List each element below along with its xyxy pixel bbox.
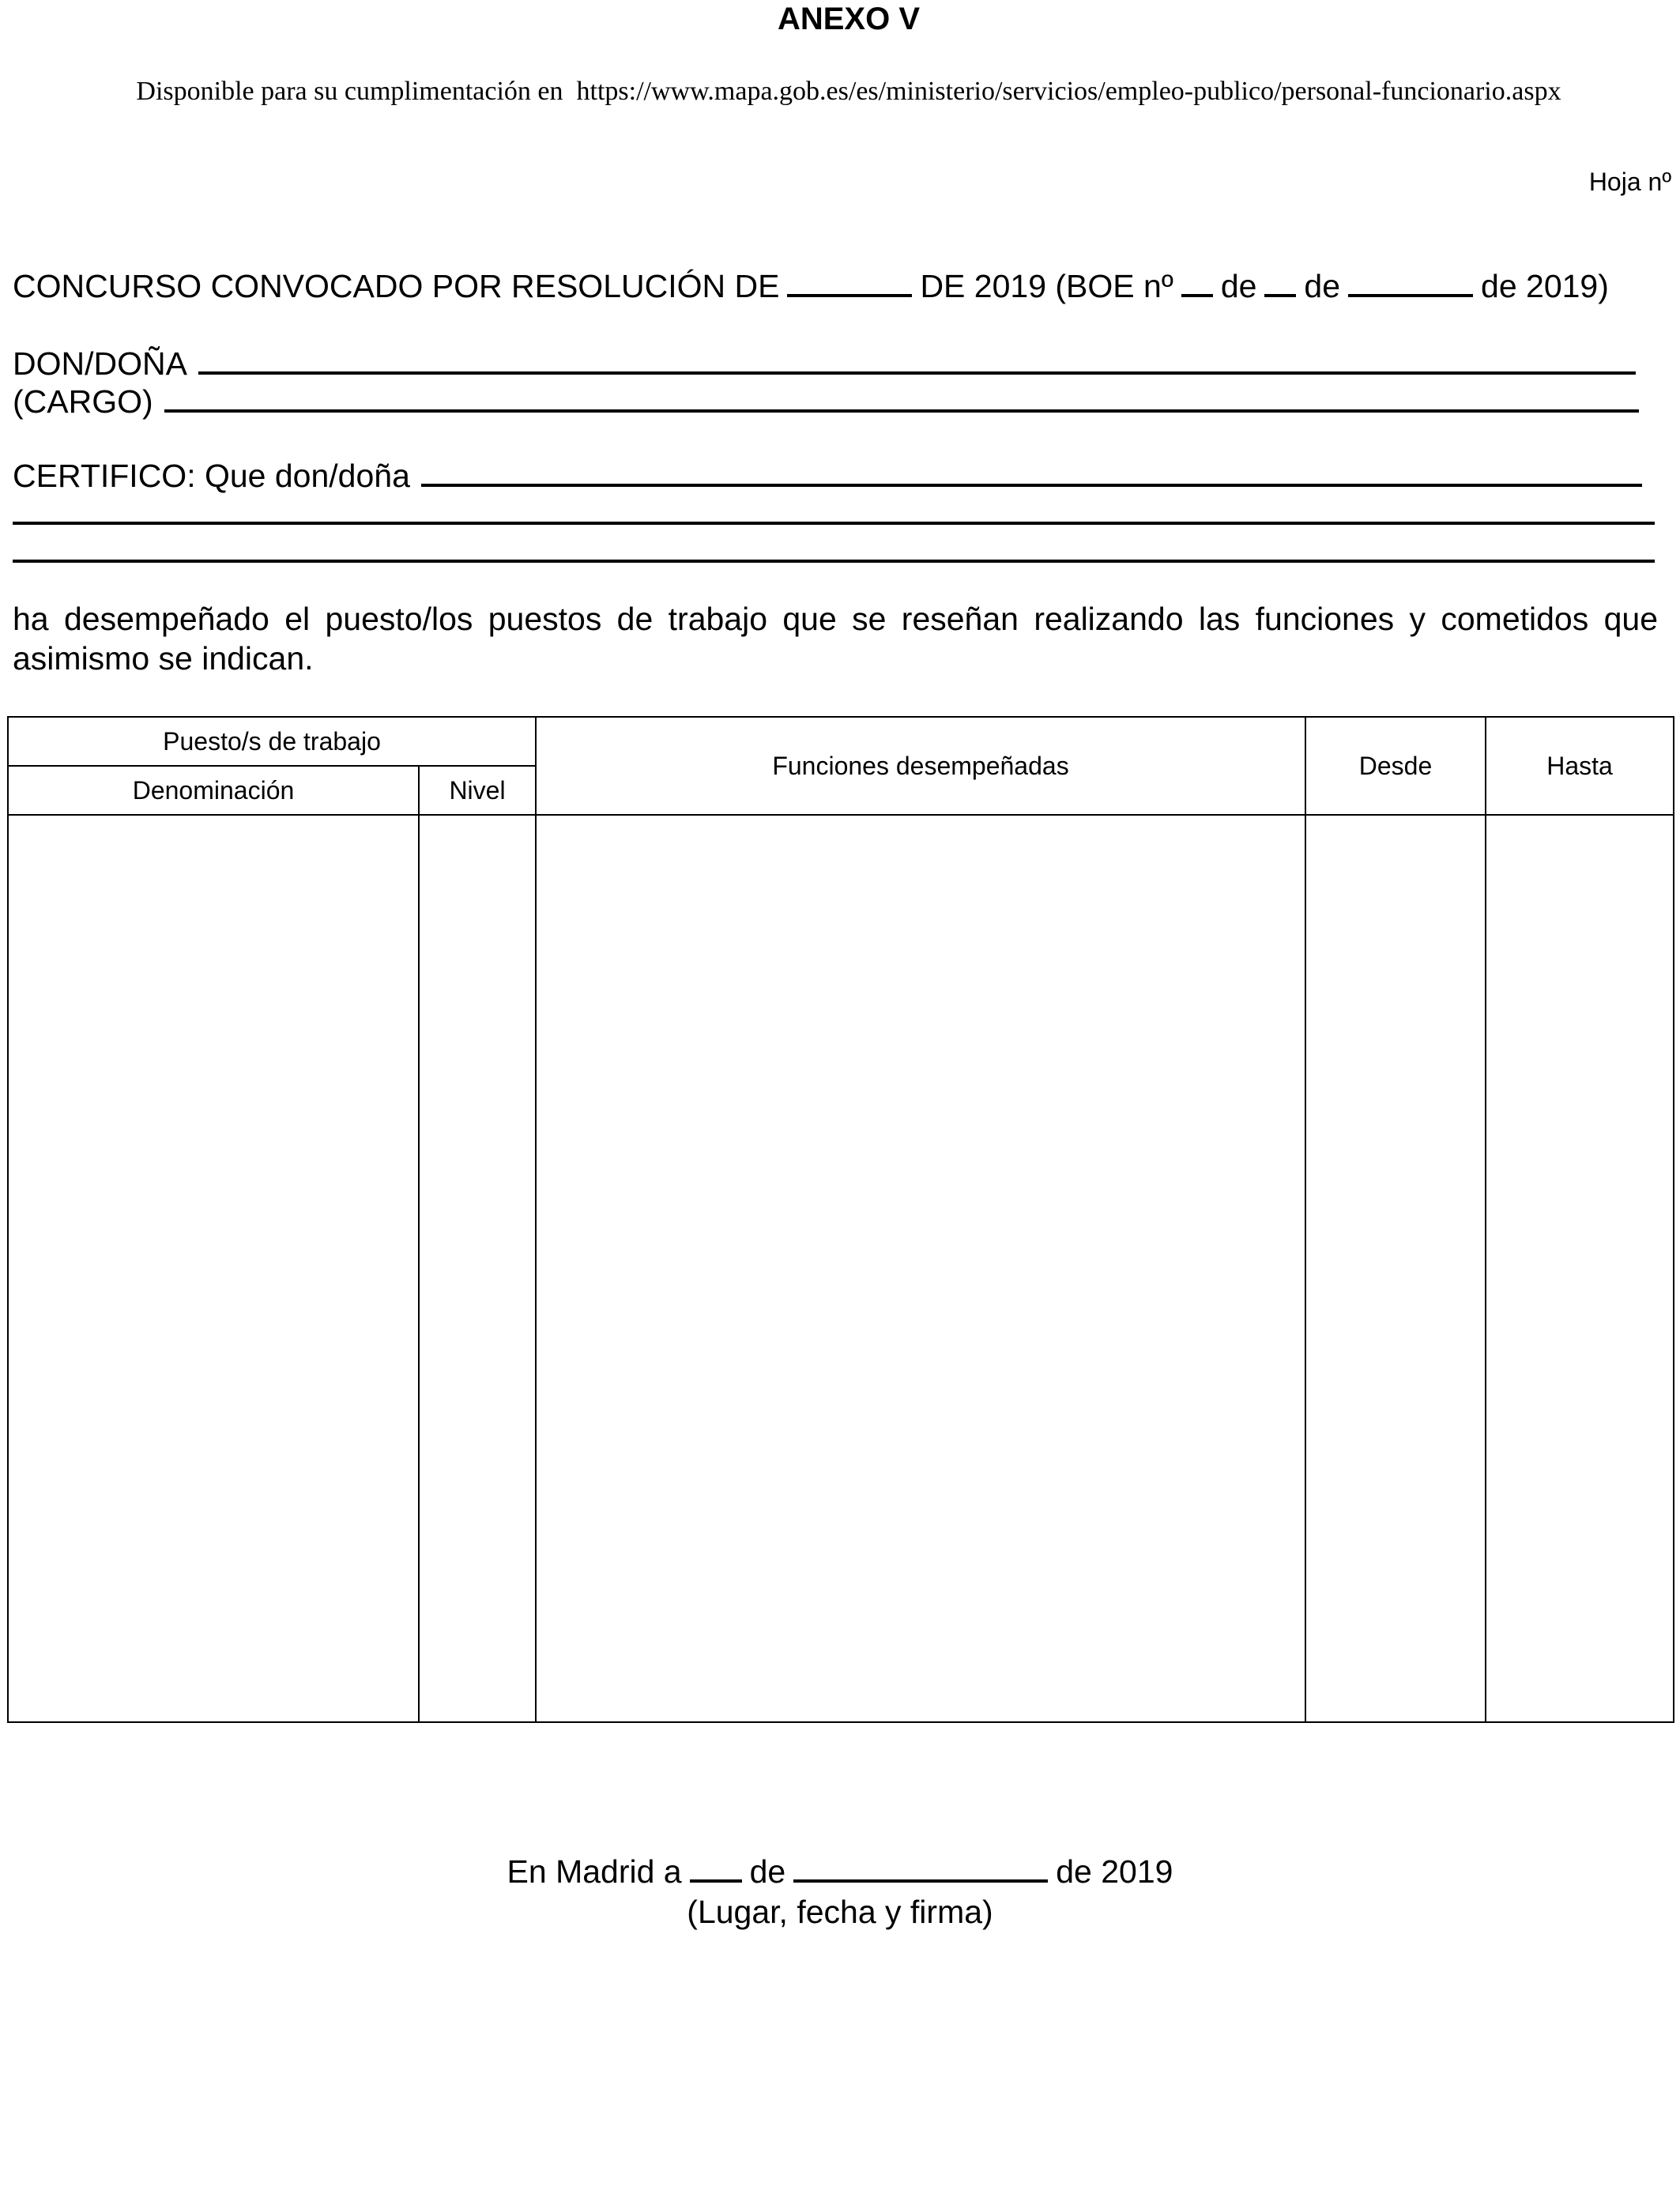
cargo-label: (CARGO) <box>13 383 153 420</box>
resolution-date-field[interactable] <box>787 264 912 297</box>
place-prefix: En Madrid a <box>507 1853 682 1890</box>
don-label: DON/DOÑA <box>13 345 187 382</box>
certifico-continuation-line-1[interactable] <box>13 522 1655 525</box>
concurso-de-2: de <box>1304 268 1341 304</box>
place-date-line <box>0 1849 1680 1893</box>
boe-number-field[interactable] <box>1181 264 1213 297</box>
concurso-line <box>13 264 1666 307</box>
availability-label: Disponible para su cumplimentación en <box>136 77 563 106</box>
cell-hasta[interactable] <box>1486 815 1674 1722</box>
header-desde: Desde <box>1305 717 1486 815</box>
certifico-line <box>13 454 1642 496</box>
availability-note <box>0 74 1680 109</box>
place-year: de 2019 <box>1056 1853 1173 1890</box>
document-title: ANEXO V <box>777 2 921 36</box>
don-name-field[interactable] <box>198 341 1636 375</box>
header-nivel: Nivel <box>419 766 536 815</box>
concurso-year: DE 2019 (BOE nº <box>920 268 1173 304</box>
month-field[interactable] <box>793 1849 1048 1883</box>
boe-month-field[interactable] <box>1348 264 1473 297</box>
statement-paragraph: ha desempeñado el puesto/los puestos de trabajo que se reseñan realizando las funciones y cometidos que asimismo se indican. <box>13 601 1658 677</box>
cell-denominacion[interactable] <box>8 815 419 1722</box>
availability-url[interactable]: https://www.mapa.gob.es/es/ministerio/servicios/empleo-publico/personal-funcionario.aspx <box>576 77 1561 106</box>
header-hasta: Hasta <box>1486 717 1674 815</box>
concurso-prefix: CONCURSO CONVOCADO POR RESOLUCIÓN DE <box>13 268 780 304</box>
certifico-label: CERTIFICO: Que don/doña <box>13 458 410 494</box>
header-denominacion: Denominación <box>8 766 419 815</box>
cargo-line <box>13 379 1639 422</box>
day-field[interactable] <box>690 1849 742 1883</box>
don-line <box>13 341 1636 384</box>
positions-table <box>7 716 1674 1723</box>
certifico-continuation-line-2[interactable] <box>13 560 1655 563</box>
concurso-end: de 2019) <box>1481 268 1609 304</box>
table-row <box>8 815 1674 1722</box>
concurso-de-1: de <box>1220 268 1257 304</box>
signature-note: (Lugar, fecha y firma) <box>687 1894 993 1930</box>
cell-nivel[interactable] <box>419 815 536 1722</box>
sheet-number-label: Hoja nº <box>1588 168 1671 196</box>
cell-funciones[interactable] <box>536 815 1305 1722</box>
certifico-name-field[interactable] <box>421 454 1642 487</box>
cell-desde[interactable] <box>1305 815 1486 1722</box>
header-puestos-group: Puesto/s de trabajo <box>8 717 536 766</box>
boe-day-field[interactable] <box>1264 264 1296 297</box>
place-de: de <box>749 1853 786 1890</box>
cargo-field[interactable] <box>164 379 1639 413</box>
header-funciones: Funciones desempeñadas <box>536 717 1305 815</box>
